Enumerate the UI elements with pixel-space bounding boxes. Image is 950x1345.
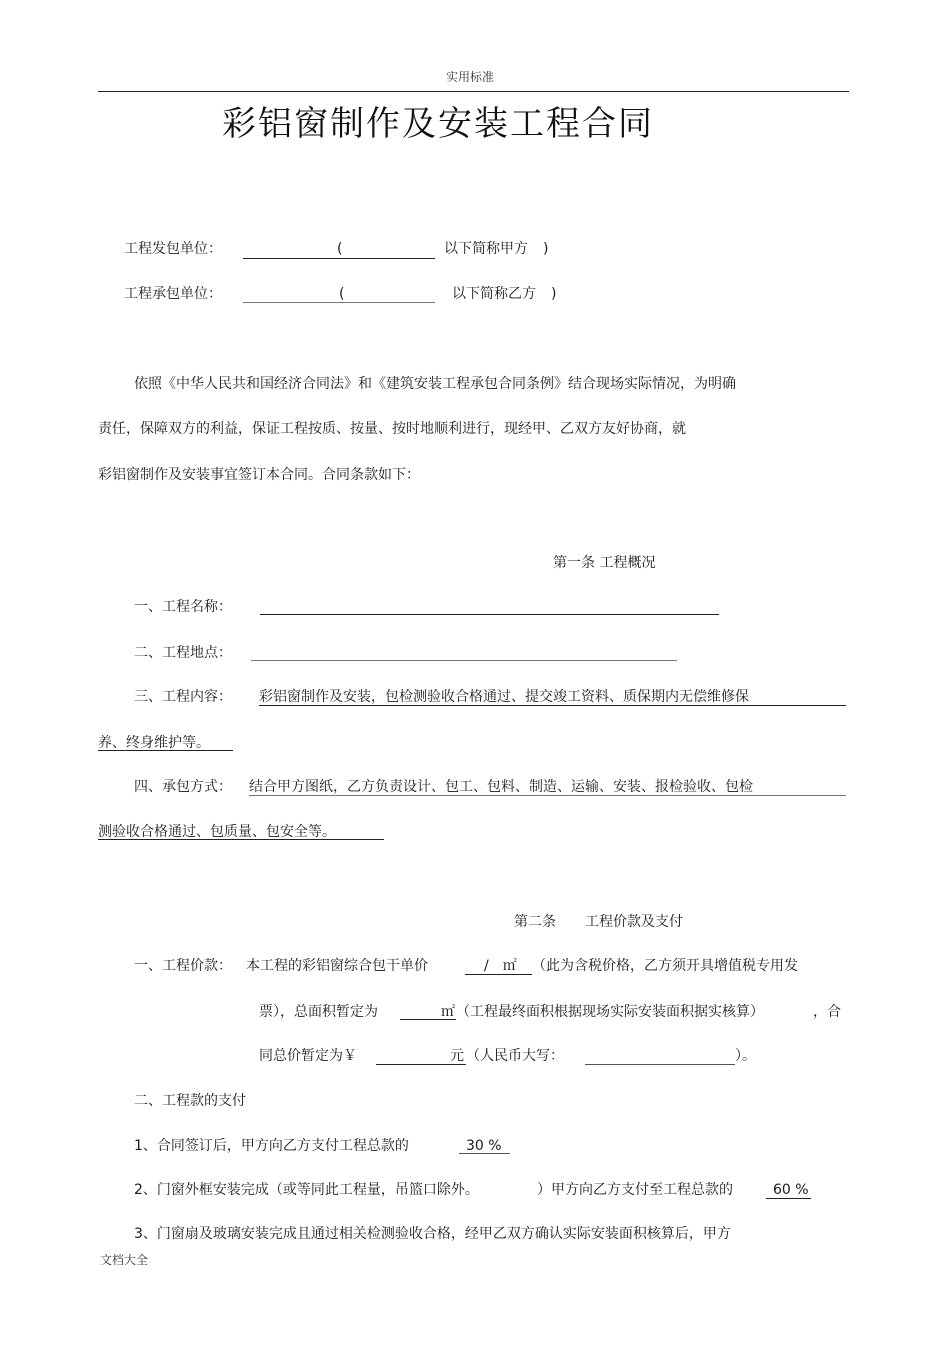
article1-heading: 第一条 工程概况 <box>553 555 656 571</box>
payment-2-text: 2、门窗外框安装完成（或等同此工程量，吊篮口除外。 <box>134 1182 479 1198</box>
article2-heading-title: 工程价款及支付 <box>585 914 683 930</box>
header-rule <box>98 91 849 92</box>
price-line-2-note: （工程最终面积根据现场实际安装面积据实核算） <box>456 1004 764 1020</box>
price-line-3-tail: ）。 <box>735 1048 756 1064</box>
contractor-paren-open: ( <box>339 286 345 302</box>
payment-1-underline <box>459 1153 510 1154</box>
article2-heading-number: 第二条 <box>514 914 556 930</box>
contract-method-line-1: 结合甲方图纸，乙方负责设计、包工、包料、制造、运输、安装、报检验收、包检 <box>249 779 753 795</box>
payment-2-underline <box>766 1198 811 1199</box>
amount-in-words-underline <box>585 1064 735 1065</box>
price-line-1-note: （此为含税价格，乙方须开具增值税专用发 <box>532 958 798 974</box>
payment-1-percent: 30 % <box>466 1138 502 1154</box>
unit-price-underline <box>465 974 532 975</box>
preamble-line-2: 责任，保障双方的利益，保证工程按质、按量、按时地顺利进行，现经甲、乙双方友好协商，就 <box>98 421 686 437</box>
area-unit: ㎡ <box>441 1004 455 1020</box>
price-line-3-note: （人民币大写： <box>466 1048 564 1064</box>
payment-1-text: 1、合同签订后，甲方向乙方支付工程总款的 <box>134 1138 409 1154</box>
price-line-2-text: 票），总面积暂定为 <box>259 1004 378 1020</box>
unit-price-value: / ㎡ <box>484 958 517 974</box>
project-content-underline-1 <box>259 705 846 706</box>
payment-3-text: 3、门窗扇及玻璃安装完成且通过相关检测验收合格，经甲乙双方确认实际安装面积核算后，甲方 <box>134 1226 731 1242</box>
contract-method-underline-2 <box>98 839 384 840</box>
price-label: 一、工程价款： <box>134 958 232 974</box>
preamble-line-1: 依照《中华人民共和国经济合同法》和《建筑安装工程承包合同条例》结合现场实际情况，为明确 <box>134 376 736 392</box>
price-line-3-text: 同总价暂定为￥ <box>259 1048 357 1064</box>
project-content-underline-2 <box>98 750 233 751</box>
contractor-suffix: 以下简称乙方 <box>452 286 536 302</box>
total-price-unit: 元 <box>450 1048 464 1064</box>
contractor-label: 工程承包单位： <box>124 286 222 302</box>
payment-2-text-tail: ）甲方向乙方支付至工程总款的 <box>537 1182 733 1198</box>
contractor-paren-close: ) <box>551 286 557 302</box>
employer-suffix: 以下简称甲方 <box>444 241 528 257</box>
project-name-label: 一、工程名称： <box>134 599 232 615</box>
project-content-line-1: 彩铝窗制作及安装，包检测验收合格通过、提交竣工资料、质保期内无偿维修保 <box>259 689 749 705</box>
price-line-1-text: 本工程的彩铝窗综合包干单价 <box>246 958 428 974</box>
preamble-line-3: 彩铝窗制作及安装事宜签订本合同。合同条款如下： <box>98 467 420 483</box>
document-title: 彩铝窗制作及安装工程合同 <box>222 104 654 144</box>
project-name-blank-line <box>260 614 719 615</box>
project-location-label: 二、工程地点： <box>134 645 232 661</box>
employer-blank-line <box>243 258 435 259</box>
payment-2-percent: 60 % <box>773 1182 809 1198</box>
project-content-line-2: 养、终身维护等。 <box>98 735 210 751</box>
price-line-2-tail: ，合 <box>813 1004 841 1020</box>
payment-heading: 二、工程款的支付 <box>134 1093 246 1109</box>
contract-method-line-2: 测验收合格通过、包质量、包安全等。 <box>98 824 336 840</box>
employer-paren-open: ( <box>337 241 343 257</box>
project-location-blank-line <box>251 660 677 661</box>
area-underline <box>400 1019 456 1020</box>
employer-paren-close: ) <box>543 241 549 257</box>
project-content-label: 三、工程内容： <box>134 689 232 705</box>
employer-label: 工程发包单位： <box>124 241 222 257</box>
page-header: 实用标准 <box>446 70 495 84</box>
page-footer: 文档大全 <box>100 1253 149 1267</box>
contract-method-label: 四、承包方式： <box>134 779 232 795</box>
contract-method-underline-1 <box>249 795 846 796</box>
